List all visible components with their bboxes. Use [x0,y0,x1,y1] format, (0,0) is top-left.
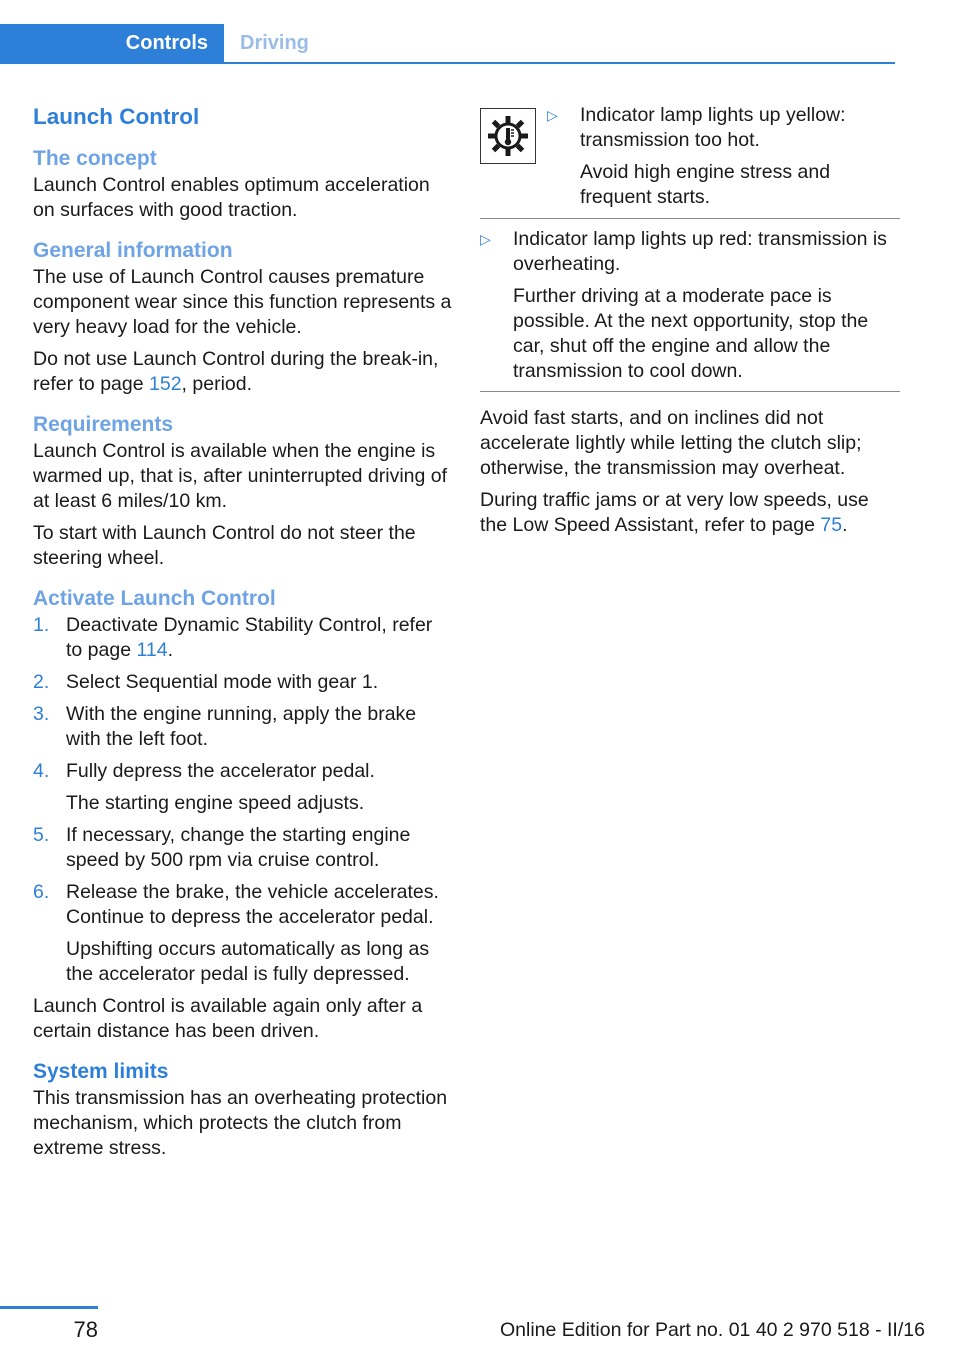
section-title: Launch Control [33,104,200,129]
list-item: 4. Fully depress the accelerator pedal. The starting engine speed adjusts. [33,760,375,814]
list-item: 1. Deactivate Dynamic Stability Control, refer to page 114. [33,614,433,661]
tab-controls[interactable]: Controls [0,24,224,62]
page-link-75[interactable]: 75 [820,514,843,536]
page-link-152[interactable]: 152 [149,373,182,395]
requirements-text-1: Launch Control is available when the engine is warmed up, that is, after uninterrupted driving of at least 6 miles/10 km. [33,440,448,512]
list-item: 3. With the engine running, apply the brake with the left foot. [33,703,417,750]
general-text-2: Do not use Launch Control during the break-in, refer to page 152, period. [33,348,439,395]
concept-text: Launch Control enables optimum acceleration on surfaces with good traction. [33,174,430,221]
tab-driving[interactable]: Driving [240,32,309,54]
limits-heading: System limits [33,1060,169,1083]
transmission-temperature-icon [480,108,536,164]
divider [480,391,900,392]
list-item: 2. Select Sequential mode with gear 1. [33,671,379,693]
header-tabs [0,24,895,64]
page-link-114[interactable]: 114 [136,639,168,661]
bullet-triangle-icon: ▷ [547,107,558,123]
paragraph-fast-starts: Avoid fast starts, and on inclines did not accelerate lightly while letting the clutch slip; otherwise, the transmission may overheat. [480,407,862,479]
general-text-1: The use of Launch Control causes premature component wear since this function represents a very heavy load for the vehicle. [33,266,452,338]
bullet-triangle-icon: ▷ [480,231,491,247]
page-number: 78 [73,1317,98,1342]
right-column [480,103,900,545]
concept-heading: The concept [33,147,157,170]
requirements-heading: Requirements [33,413,174,436]
paragraph-traffic-jams: During traffic jams or at very low speeds, use the Low Speed Assistant, refer to page 75. [480,489,869,536]
list-item: 6. Release the brake, the vehicle accelerates. Continue to depress the accelerator pedal. Upshifting occurs automatically as long as the accelerator pedal is fully depressed. [33,881,439,985]
list-item: 5. If necessary, change the starting engine speed by 500 rpm via cruise control. [33,824,411,871]
edition-text: Online Edition for Part no. 01 40 2 970 518 - II/16 [500,1319,925,1341]
footer-rule [0,1306,98,1309]
limits-text: This transmission has an overheating protection mechanism, which protects the clutch from extreme stress. [33,1087,448,1159]
steps-list [33,613,453,987]
after-steps-text: Launch Control is available again only after a certain distance has been driven. [33,995,423,1042]
bullet-yellow: ▷ Indicator lamp lights up yellow: transmission too hot. Avoid high engine stress and frequent starts. [547,104,846,208]
general-heading: General information [33,239,233,262]
left-column [33,103,453,1168]
requirements-text-2: To start with Launch Control do not steer the steering wheel. [33,522,416,569]
bullet-red: ▷ Indicator lamp lights up red: transmission is overheating. Further driving at a moderate pace is possible. At the next opportunity, stop the car, shut off the engine and allow the transmission to cool down. [480,228,887,382]
yellow-lamp-note [480,103,900,210]
activate-heading: Activate Launch Control [33,587,276,610]
divider [480,218,900,219]
